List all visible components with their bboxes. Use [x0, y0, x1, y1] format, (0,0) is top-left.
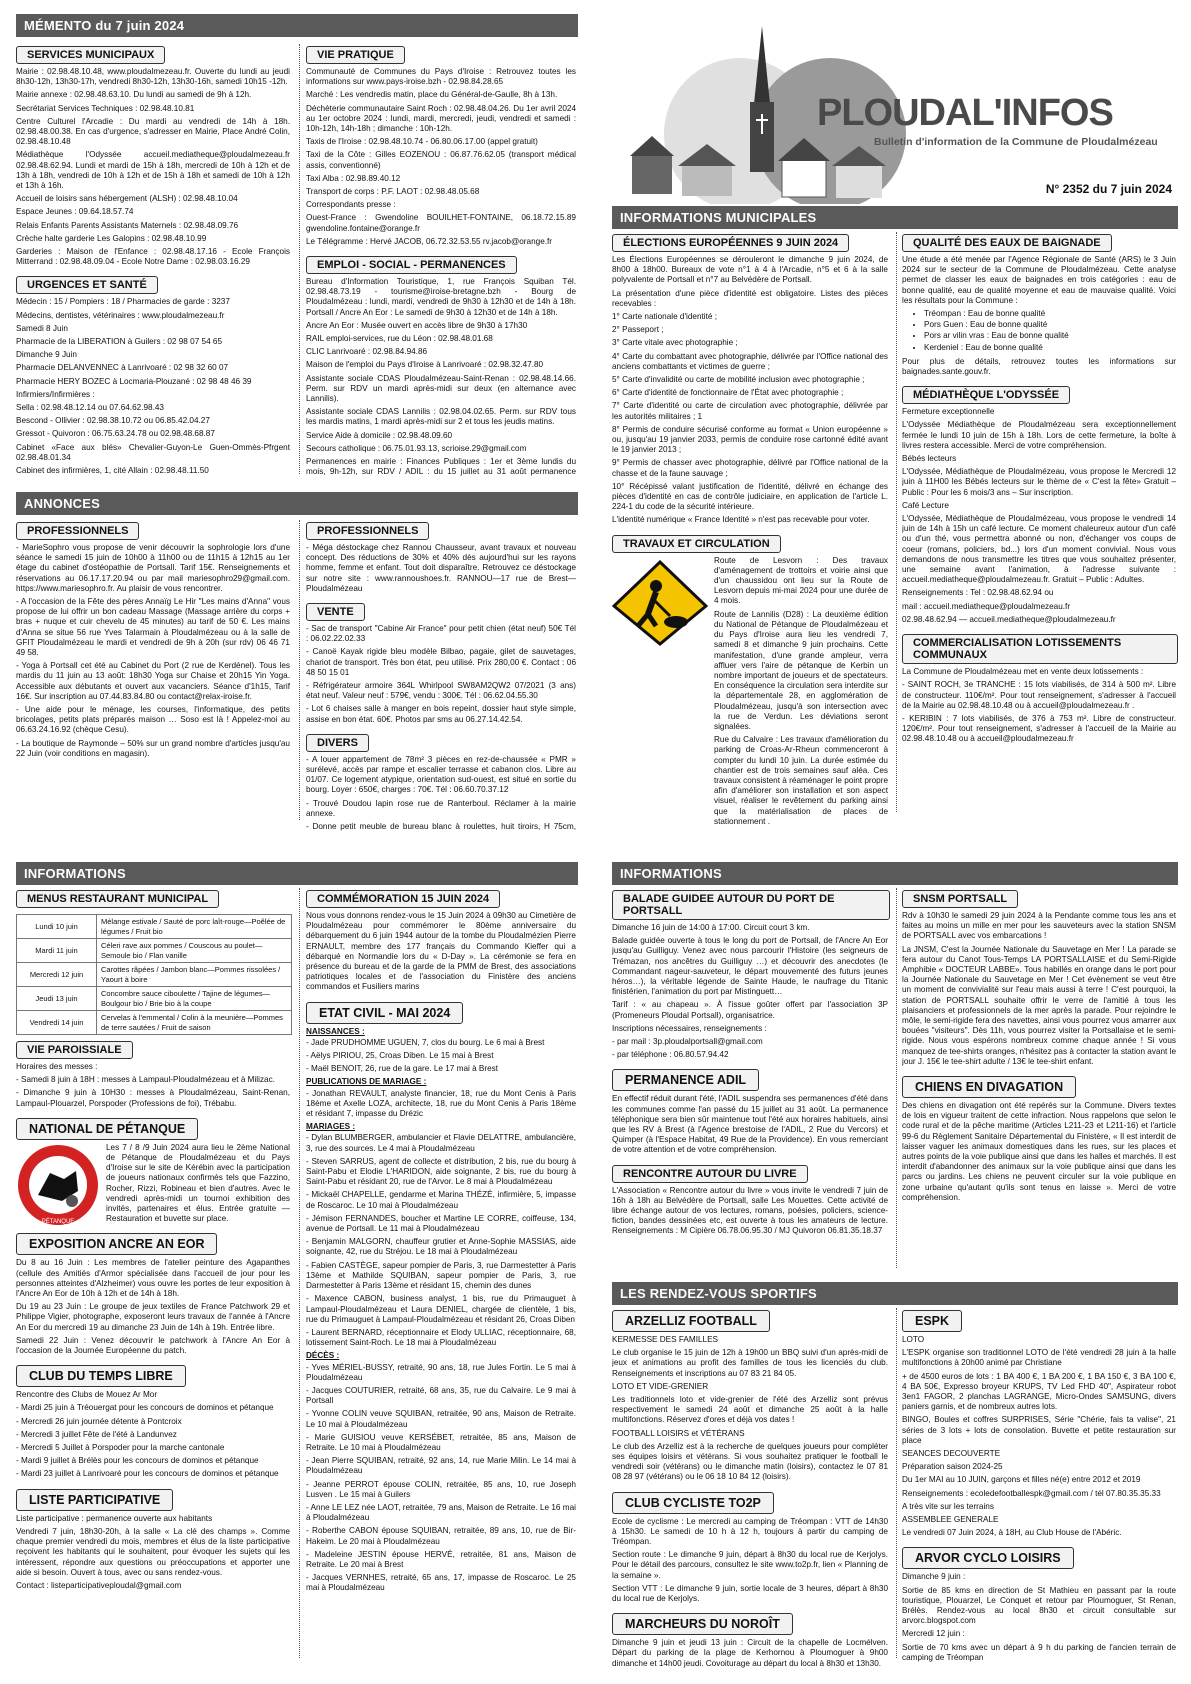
info-muni-title: INFORMATIONS MUNICIPALES: [612, 206, 1178, 229]
text-line: 10° Récépissé valant justification de l'identité, délivré en échange des pièces d'identité en cas de contrôle judiciaire, en application de l'article L. 224-1 du code de la sécurité intérieure.: [612, 481, 888, 512]
petanque-list: [106, 1143, 292, 1228]
urgences-list: [16, 297, 292, 476]
text-line: - Jonathan REVAULT, analyste financier, 18, rue du Mont Cenis à Paris 18ème et Axelle LOZA, architecte, 18, rue du Mont Cenis à Paris 18ème et résidant 7, impasse du Drézic: [306, 1088, 576, 1119]
adil-title: PERMANENCE ADIL: [612, 1069, 759, 1091]
deces-heading: DÉCÈS :: [306, 1351, 340, 1361]
text-line: LOTO ET VIDE-GRENIER: [612, 1381, 709, 1391]
text-line: - Yoga à Portsall cet été au Cabinet du Port (2 rue de Kerdénel). Tous les mardis du 11 juin au 13 août: 18h30 Yoga sur Chaise et 20h15 Yin Yoga. Accessible aux débutants et ouvert aux vacanciers. Séance d'1h15, Tarif 16€. Sur inscription au 07.44.83.84.80 ou contact@relax-iroise.fr.: [16, 661, 290, 701]
text-line: - KERIBIN : 7 lots viabilisés, de 376 à 753 m². Libre de constructeur. 120€/m². Pour tout renseignement, s'adresser à l'accueil de la Mairie au 02.98.48.10.48 ou à accueil@ploudalmezeau.fr: [902, 713, 1176, 744]
text-line: Tarif : « au chapeau ». À l'issue goûter offert par l'association 3P (Promeneurs Ploudal Portsall), organisatrice.: [612, 1000, 888, 1020]
text-line: Section route : Le dimanche 9 juin, départ à 8h30 du local rue de Kerjolys. Pour le détail des parcours, consultez le site www.to2p.fr, lien « Planning de la semaine ».: [612, 1550, 888, 1580]
vente-list: [306, 624, 578, 725]
text-line: - Marie GUISIOU veuve KERSÉBET, retraitée, 85 ans, Maison de Retraite. Le 10 mai à Ploudalmézeau: [306, 1432, 576, 1452]
text-line: Pharmacie HERY BOZEC à Locmaria-Plouzané : 02 98 48 46 39: [16, 376, 252, 386]
text-line: Samedi 22 Juin : Venez découvrir le patchwork à l'Ancre An Eor à l'occasion de la Journée Européenne du patch.: [16, 1335, 290, 1356]
livre-title: RENCONTRE AUTOUR DU LIVRE: [612, 1165, 808, 1183]
text-line: CLIC Lanrivoaré : 02.98.84.94.86: [306, 347, 428, 357]
text-line: Bébés lecteurs: [902, 454, 957, 464]
travaux-list: [714, 556, 890, 830]
text-line: Secours catholique : 06.75.01.93.13, scrioise.29@gmail.com: [306, 443, 527, 453]
text-line: Sella : 02.98.48.12.14 ou 07.64.62.98.43: [16, 403, 164, 413]
emploi-title: EMPLOI - SOCIAL - PERMANENCES: [306, 256, 517, 274]
text-line: En effectif réduit durant l'été, l'ADIL suspendra ses permanences d'été dans les communes comme l'an passé du 15 juillet au 31 août. La permanence téléphonique sera bien sûr maintenue tout l'été aux horaires habituels, ainsi que les RV à Brest (à l'Agence brestoise de l'ADIL, 2 Rue du Vercors) et Quimper (à l'Espace Habitat, 49 Rue de la Providence). En vous remerciant de votre attention et de votre compréhension.: [612, 1094, 888, 1155]
text-line: Balade guidée ouverte à tous le long du port de Portsall, de l'Ancre An Eor jusqu'au Guilliguy. Venez avec nous parcourir l'Histoire (les seigneurs de Trémazan, nos ancêtres du Guilliguy …) et découvrir des anecdotes (le Commandant nageur-sauveteur, le départ mouvementé des futurs jeunes héros…), la véritable légende de Sainte Haude, le naufrage du Titanic finistérien, l'animation du port par Mistinguett…: [612, 936, 888, 997]
menu-table: [16, 914, 292, 1035]
travaux-title: TRAVAUX ET CIRCULATION: [612, 535, 781, 553]
espk-list: [902, 1335, 1178, 1538]
snsm-list: [902, 911, 1178, 1067]
divers-list: [306, 755, 578, 832]
menu-row: [17, 1011, 292, 1035]
text-line: Taxi de la Côte : Gilles EOZENOU : 06.87.76.62.05 (transport médical assis, conventionné): [306, 150, 576, 170]
text-line: 6° Carte d'identité de fonctionnaire de l'État avec photographie ;: [612, 388, 844, 398]
br-left-bottom-column: [612, 1304, 890, 1672]
text-line: - Une aide pour le ménage, les courses, l'informatique, des petits bricolages, petits plats préparés maison … Soso est là ! Appelez-moi au 06.63.24.16.92 (chèque Cesu).: [16, 705, 290, 735]
text-line: Infirmiers/Infirmières :: [16, 389, 95, 399]
br-right-top-column: [902, 884, 1178, 1280]
mariages-heading: MARIAGES :: [306, 1122, 356, 1132]
text-line: Sortie de 85 kms en direction de St Mathieu en passant par la route touristique, Plouarzel, Le Conquet et retour par Ploumoguer, St Renan, Brélès. Rendez-vous au local 8h30 et circuit consultable sur arvorc.blogspot.com: [902, 1585, 1176, 1626]
liste-title: LISTE PARTICIPATIVE: [16, 1489, 173, 1511]
text-line: - MarieSophro vous propose de venir découvrir la sophrologie lors d'une séance le samedi 15 juin de 10h00 à 11h00 ou de 11h15 à 12h15 au 1er étage du cabinet d'ostéopathie de Portsall. Tarif 15€. Renseignements et réservations au 06.17.17.20.94 ou par mail mariesophro29@gmail.com. https://www.mariesophro.fr. Au plaisir de vous rencontrer.: [16, 543, 290, 593]
text-line: Une étude a été menée par l'Agence Régionale de Santé (ARS) le 3 Juin 2024 sur le secteur de la Commune de Ploudalmézeau. Cette analyse permet de classer les eaux de baignades en trois catégories : eau de bonne qualité, eau de qualité moyenne et eau de mauvaise qualité. Voici les résultats pour la Commune :: [902, 255, 1176, 305]
services-title: SERVICES MUNICIPAUX: [16, 46, 165, 64]
text-line: 02.98.48.62.94 — accueil.mediatheque@ploudalmezeau.fr: [902, 614, 1116, 624]
lotissements-list: [902, 667, 1178, 744]
menu-dishes: Céleri rave aux pommes / Couscous au poulet—Semoule bio / Flan vanille: [97, 939, 292, 963]
text-line: Espace Jeunes : 09.64.18.57.74: [16, 207, 134, 217]
annonces-left-column: [16, 516, 292, 832]
text-line: - Maxence CABON, business analyst, 1 bis, rue du Primauguet à Lampaul-Ploudalmézeau et Laura DENIEL, chargée de clientèle, 1 bis, rue du Primauguet à Lampaul-Ploudalmézeau et résidant 26, Croas Diben: [306, 1294, 576, 1324]
qualite-item: • Tréompan : Eau de bonne qualité: [924, 309, 1178, 319]
club-temps-title: CLUB DU TEMPS LIBRE: [16, 1365, 186, 1387]
text-line: Préparation saison 2024-25: [902, 1462, 1003, 1472]
text-line: Dimanche 16 juin de 14:00 à 17:00. Circuit court 3 km.: [612, 923, 810, 932]
naissances-heading: NAISSANCES :: [306, 1026, 365, 1036]
chiens-title: CHIENS EN DIVAGATION: [902, 1076, 1076, 1098]
memento-title: MÉMENTO du 7 juin 2024: [16, 14, 578, 37]
annonces-title: ANNONCES: [16, 492, 578, 515]
text-line: - Mercredi 26 juin journée détente à Pontcroix: [16, 1416, 182, 1426]
front-right-column: [902, 228, 1178, 832]
text-line: - A louer appartement de 78m² 3 pièces en rez-de-chaussée « PMR » surélevé, accès par rampe et escalier terrasse et cabanon clos. Libre au 01/07. Ce logement atypique, orientation sud-ouest, est situé en sortie du bourg. Loyer : 650€, charges : 70€. Tél : 06.60.70.37.12: [306, 754, 576, 795]
qualite-items: [924, 309, 1178, 353]
services-list: [16, 67, 292, 267]
text-line: - Sac de transport "Cabine Air France" pour petit chien (état neuf) 50€ Tél : 06.02.22.02.33: [306, 624, 576, 644]
urgences-title: URGENCES ET SANTÉ: [16, 276, 158, 294]
to2p-title: CLUB CYCLISTE TO2P: [612, 1492, 774, 1514]
info-br-title: INFORMATIONS: [612, 862, 1178, 885]
text-line: FOOTBALL LOISIRS et VÉTÉRANS: [612, 1428, 745, 1438]
adil-list: [612, 1094, 890, 1155]
text-line: L'Odyssée, Médiathèque de Ploudalmézeau, vous propose le Mercredi 12 juin à 11H00 les Bébés lecteurs sur le thème de « C'est la fête» Gratuit – Public : Pour les 6 mois/3 ans – Sur inscription.: [902, 467, 1176, 497]
text-line: Le vendredi 07 Juin 2024, à 18H, au Club House de l'Abéric.: [902, 1528, 1122, 1538]
text-line: - par mail : 3p.ploudalportsall@gmail.com: [612, 1037, 763, 1047]
text-line: Mairie annexe : 02.98.48.63.10. Du lundi au samedi de 9h à 12h.: [16, 90, 252, 100]
text-line: + de 4500 euros de lots : 1 BA 400 €, 1 BA 200 €, 1 BA 150 €, 3 BA 100 €, 4 BA 50€, Expresso broyeur KRUPS, TV Led FHD 40", Aspirateur robot 3en1 FAGOR, 2 planchas LAGRANGE, Micro-Ondes SAMSUNG, divers paniers garnis, et de nombreux autres lots.: [902, 1371, 1176, 1412]
text-line: Assistante sociale CDAS Ploudalmézeau-Saint-Renan : 02.98.48.14.66. Perm. sur RDV un mardi après-midi sur deux (en alternance avec Lannilis).: [306, 373, 576, 404]
bl-left-column: [16, 884, 292, 1672]
text-line: SEANCES DECOUVERTE: [902, 1449, 1001, 1459]
front-quadrant: [612, 14, 1178, 832]
text-line: Service Aide à domicile : 02.98.48.09.60: [306, 430, 453, 440]
brand-logo: PLOUDAL'INFOS: [817, 92, 1113, 134]
text-line: Cabinet «Face aux blés» Chevalier-Guyon-Le Guen-Ommès-Pfrgent 02.98.48.01.34: [16, 442, 290, 462]
brand-subtitle: Bulletin d'information de la Commune de Ploudalmézeau: [874, 136, 1158, 148]
text-line: L'Odyssée Médiathèque de Ploudalmézeau sera exceptionnellement fermée le lundi 10 juin de 15h à 18h. Lors de cette fermeture, la boîte à livres restera accessible. Merci de votre compréhension.: [902, 420, 1176, 450]
text-line: Les traditionnels loto et vide-grenier de l'été des Arzelliz sont prévus respectivement le samedi 24 août et dimanche 25 août à la halle multifonctions. Réservez d'ores et déjà vos dates !: [612, 1395, 888, 1425]
qualite-intro: [902, 255, 1178, 306]
divers-title: DIVERS: [306, 734, 369, 752]
snsm-title: SNSM PORTSALL: [902, 890, 1018, 908]
vie-paroissiale-title: VIE PAROISSIALE: [16, 1041, 133, 1059]
menu-day: Mardi 11 juin: [17, 939, 97, 963]
petanque-logo-text: PÉTANQUE: [41, 1218, 75, 1225]
text-line: Secrétariat Services Techniques : 02.98.48.10.81: [16, 103, 195, 113]
text-line: Inscriptions nécessaires, renseignements :: [612, 1023, 767, 1033]
text-line: L'ESPK organise son traditionnel LOTO de l'été vendredi 28 juin à la halle multifonctions à 20h00 animé par Christiane: [902, 1348, 1176, 1368]
exposition-list: [16, 1258, 292, 1356]
text-line: - Jacques VERNHES, retraité, 65 ans, 17, impasse de Roscaroc. Le 25 mai à Ploudalmézeau: [306, 1573, 576, 1593]
text-line: Rue du Calvaire : Les travaux d'amélioration du parking de Croas-Ar-Rheun commenceront à compter du lundi 10 juin. La durée estimée du chantier est de trois semaines sauf aléa. Ces travaux consistent à réaménager le point propre afin d'améliorer son installation et son aspect visuel, réaliser le revêtement du parking ainsi que la matérialisation de places de stationnement .: [714, 735, 888, 826]
text-line: Café Lecture: [902, 500, 949, 510]
professionnels-list: [16, 543, 292, 759]
text-line: Rdv à 10h30 le samedi 29 juin 2024 à la Pendante comme tous les ans et faites au moins un mille en mer pour les sauveteurs avec la station SNSM de PORTSALL avec vos embarcations !: [902, 911, 1176, 941]
text-line: Gressot - Quivoron : 06.75.63.24.78 ou 02.98.48.68.87: [16, 429, 215, 439]
info-bl-title: INFORMATIONS: [16, 862, 578, 885]
memento-quadrant: [16, 14, 578, 832]
text-line: Bescond - Ollivier : 02.98.38.10.72 ou 06.85.42.04.27: [16, 416, 210, 426]
text-line: - La boutique de Raymonde – 50% sur un grand nombre d'articles jusqu'au 22 Juin (voir conditions en magasin).: [16, 738, 290, 758]
text-line: Vendredi 7 juin, 18h30-20h, à la salle « La clé des champs ». Comme chaque premier vendredi du mois, membres et élus de la liste participative reçoivent les habitants qui le souhaitent, pour évoquer les sujets qui les intéressent, répondre aux questions ou préoccupations et apporter une aide si besoin. Ouvert à tous, avec ou sans rendez-vous.: [16, 1526, 290, 1577]
text-line: - Jacques COUTURIER, retraité, 68 ans, 35, rue du Calvaire. Le 9 mai à Portsall: [306, 1385, 576, 1406]
text-line: L'identité numérique « France Identité » n'est pas recevable pour voter.: [612, 515, 870, 525]
deces-list: [306, 1363, 578, 1594]
menu-day: Lundi 10 juin: [17, 915, 97, 939]
text-line: 4° Carte du combattant avec photographie, délivrée par l'Office national des anciens combattants et victimes de guerre ;: [612, 351, 888, 371]
text-line: Du 8 au 16 Juin : Les membres de l'atelier peinture des Agapanthes (cellule des Amitiés d'Armor spécialisée dans l'accueil de jour pour les personnes atteintes d'Alzheimer) vous ouvre les portes de leur exposition à l'Ancre An Eor de 10h à 12h et de 14h à 18h.: [16, 1258, 290, 1299]
text-line: Fermeture exceptionnelle: [902, 407, 995, 417]
text-line: Accueil de loisirs sans hébergement (ALSH) : 02.98.48.10.04: [16, 194, 238, 204]
bottom-left-quadrant: [16, 862, 578, 1672]
text-line: Garderies : Maison de l'Enfance : 02.98.48.17.16 - Ecole François Mitterrand : 02.98.48.09.04 - Ecole Notre Dame : 02.98.03.16.29: [16, 247, 290, 267]
text-line: - Anne LE LEZ née LAOT, retraitée, 79 ans, Maison de Retraite. Le 16 mai à Ploudalmézeau: [306, 1502, 576, 1523]
arvor-list: [902, 1572, 1178, 1663]
text-line: Route de Lesvorn : Des travaux d'aménagement de trottoirs et voirie ainsi que d'un chaussidou ont lieu sur la Route de Lesvorn depuis mi-mai 2024 pour une durée de 4 mois.: [714, 555, 888, 606]
text-line: Maison de l'emploi du Pays d'Iroise à Lanrivoaré : 02.98.32.47.80: [306, 360, 544, 370]
text-line: Des chiens en divagation ont été repérés sur la Commune. Divers textes de lois en vigueur traitent de cette infraction. Nous rappelons que selon le code rural et de la pêche maritime (Articles L211-23 et L211-16) et l'article 99-6 du Règlement Sanitaire Départemental du Finistère, « Il est interdit de laisser vaguer les animaux domestiques dans les rues, sur les places et autres points de la voie publique ainsi que dans les halles et marchés. Il est interdit d'abandonner des animaux sur la voie publique ainsi que dans les parcs ou jardins. Les chiens ne peuvent circuler sur la voie publique en zone urbaine qu'autant qu'ils sont tenus en laisse ». Merci de votre compréhension.: [902, 1101, 1176, 1202]
text-line: Les 7 / 8 /9 Juin 2024 aura lieu le 2ème National de Pétanque de Ploudalmézeau et du Pays d'Iroise sur le site de Kérébin avec la participation de joueurs nationaux confirmés tels que Fazzino, Rocher, Rizzi, Robineau et bien d'autres. Avec le vendredi après-midi un tournoi exhibition des invités, partenaires et élus. Entrée gratuite — Restauration et buvette sur place.: [106, 1142, 290, 1224]
text-line: KERMESSE DES FAMILLES: [612, 1335, 719, 1344]
text-line: Taxis de l'Iroise : 02.98.48.10.74 - 06.80.06.17.00 (appel gratuit): [306, 137, 538, 147]
balade-list: [612, 923, 890, 1060]
qualite-item: • Pors Guen : Eau de bonne qualité: [924, 320, 1178, 330]
text-line: Le club organise le 15 juin de 12h à 19h00 un BBQ suivi d'un après-midi de jeux et animations au profit des familles de tous les licenciés du club. Renseignements et inscriptions au 07 83 21 84 05.: [612, 1348, 888, 1378]
arvor-title: ARVOR CYCLO LOISIRS: [902, 1547, 1074, 1569]
menu-row: [17, 963, 292, 987]
text-line: Renseignements : Tel : 02.98.48.62.94 ou: [902, 588, 1054, 598]
text-line: - Mardi 9 juillet à Brélès pour les concours de dominos et pétanque: [16, 1456, 259, 1466]
text-line: Samedi 8 Juin: [16, 323, 68, 333]
menu-day: Mercredi 12 juin: [17, 963, 97, 987]
text-line: Du 1er MAI au 10 JUIN, garçons et filles né(e) entre 2012 et 2019: [902, 1475, 1141, 1485]
text-line: Médecins, dentistes, vétérinaires : www.ploudalmezeau.fr: [16, 310, 225, 320]
text-line: Renseignements : ecoledefootballespk@gmail.com / tél 07.80.35.35.33: [902, 1488, 1161, 1498]
text-line: Pharmacie de la LIBERATION à Guilers : 02 98 07 54 65: [16, 337, 223, 347]
text-line: 2° Passeport ;: [612, 325, 664, 335]
text-line: - Dimanche 9 juin à 10H30 : messes à Ploudalmézeau, Saint-Renan, Lampaul-Plouarzel, Porspoder (Professions de foi), Trébabu.: [16, 1088, 290, 1108]
text-line: 5° Carte d'invalidité ou carte de mobilité inclusion avec photographie ;: [612, 375, 865, 385]
text-line: Pharmacie DELANVENNEC à Lanrivoaré : 02 98 32 60 07: [16, 363, 229, 373]
arzelliz-list: [612, 1335, 890, 1483]
exposition-title: EXPOSITION ANCRE AN EOR: [16, 1233, 217, 1255]
livre-list: [612, 1186, 890, 1237]
text-line: Dimanche 9 juin :: [902, 1572, 966, 1582]
annonces-right-column: [306, 516, 578, 832]
text-line: - Jeanne PERROT épouse COLIN, retraitée, 85 ans, 10, rue Joseph Lusven . Le 15 mai à Guilers: [306, 1479, 576, 1499]
text-line: - Maël BENOIT, 26, rue de la gare. Le 17 mai à Brest: [306, 1064, 499, 1074]
text-line: - Laurent BERNARD, réceptionnaire et Elody ULLIAC, réceptionnaire, 68, lotissement Saint-Roch. Le 18 mai à Ploudalmézeau: [306, 1327, 576, 1348]
text-line: Mercredi 12 juin :: [902, 1629, 965, 1639]
text-line: Les Élections Européennes se dérouleront le dimanche 9 juin 2024, de 8h00 à 18h00. Bureaux de vote n°1 à 4 à l'Arcadie, n°5 et 6 à la salle polyvalente de Portsall et n°7 au Belvédère de Portsall.: [612, 255, 888, 285]
text-line: Cabinet des infirmières, 1, cité Allain : 02.98.48.11.50: [16, 466, 209, 476]
text-line: Taxi Alba : 02.98.89.40.12: [306, 173, 401, 183]
to2p-list: [612, 1517, 890, 1605]
menu-dishes: Cervelas à l'emmental / Colin à la meunière—Pommes de terre sautées / Fruit de saison: [97, 1011, 292, 1035]
text-line: - Canoë Kayak rigide bleu modèle Bilbao, pagaie, gilet de sauvetages, chariot de transport. Très bon état, peu utilisé. Prix 280,00 €. Contact : 06 48 50 15 01: [306, 647, 576, 677]
menu-dishes: Mélange estivale / Sauté de porc laît-rouge—Poêlée de légumes / Fruit bio: [97, 915, 292, 939]
sportifs-title: LES RENDEZ-VOUS SPORTIFS: [612, 1282, 1178, 1305]
publications-list: [306, 1089, 578, 1120]
text-line: Ancre An Eor : Musée ouvert en accès libre de 9h30 à 17h30: [306, 320, 528, 330]
text-line: - Méga déstockage chez Rannou Chausseur, avant travaux et nouveau concept. Des réductions de 30% et 40% dès aujourd'hui sur les rayons homme, femme et enfant. Tout doit disparaître. Retrouvez ce déstockage sur notre site : www.rannoushoes.fr. RANNOU—17 rue de Brest—Ploudalmézeau: [306, 543, 576, 593]
text-line: - Mickaël CHAPELLE, gendarme et Marina THÉZÉ, infirmière, 5, impasse de Roscaroc. Le 10 mai à Ploudalmézeau: [306, 1190, 576, 1210]
roadwork-sign-icon: [612, 560, 708, 646]
text-line: Assistante sociale CDAS Lannilis : 02.98.04.02.65. Perm. sur RDV tous les mardis matins, 1 mardi après-midi sur 2 et tous les jeudis matins.: [306, 407, 576, 427]
text-line: 8° Permis de conduire sécurisé conforme au format « Union européenne » ou, jusqu'au 19 janvier 2033, permis de conduire rose cartonné édité avant le 19 janvier 2013 ;: [612, 424, 888, 455]
vente-title: VENTE: [306, 603, 365, 621]
text-line: Mairie : 02.98.48.10.48, www.ploudalmezeau.fr. Ouverte du lundi au jeudi 8h30-12h, 13h30-17h, vendredi 8h30-12h, 13h30-16h, samedi 10h15 -12h.: [16, 67, 290, 87]
text-line: La présentation d'une pièce d'identité est obligatoire. Listes des pièces recevables :: [612, 288, 888, 308]
text-line: - Trouvé Doudou lapin rose rue de Ranterboul. Réclamer à la mairie annexe.: [306, 798, 576, 818]
bottom-right-quadrant: [612, 862, 1178, 1672]
text-line: - Donne petit meuble de bureau blanc à roulettes, huit tiroirs, H 75cm,: [306, 822, 576, 832]
menu-dishes: Carottes râpées / Jambon blanc—Pommes rissolées / Yaourt à boire: [97, 963, 292, 987]
text-line: - Roberthe CABON épouse SQUIBAN, retraitée, 89 ans, 10, rue de Bir-Hakeim. Le 20 mai à Ploudalmézeau: [306, 1526, 576, 1546]
text-line: Dimanche 9 Juin: [16, 350, 77, 360]
text-line: - Lot 6 chaises salle à manger en bois repeint, dossier haut style simple, assise en bon état. 60€. Photos par sms au 06.27.14.42.54.: [306, 704, 576, 724]
text-line: ASSEMBLEE GENERALE: [902, 1515, 999, 1525]
qualite-item: • Kerdeniel : Eau de bonne qualité: [924, 343, 1178, 353]
text-line: - Aëlys PIRIOU, 25, Croas Diben. Le 15 mai à Brest: [306, 1051, 494, 1061]
menu-day: Vendredi 14 juin: [17, 1011, 97, 1035]
text-line: Médecin : 15 / Pompiers : 18 / Pharmacies de garde : 3237: [16, 297, 230, 307]
text-line: L'Odyssée, Médiathèque de Ploudalmézeau, vous propose le vendredi 14 juin de 14h à 15h un café lecture. Ce moment chaleureux autour d'un café ou d'un thé, vous permettra abonné ou non, d'échanger vos coups de coeur (romans, policiers, bd...) lors d'un moment convivial. Nous vous demandons de nous transmettre les titres que vous souhaitez présenter, une semaine avant l'animation, à l'adresse suivante : accueil.mediatheque@ploudalmezeau.fr. Gratuit – Public : Adultes.: [902, 514, 1176, 585]
text-line: - Yves MÉRIEL-BUSSY, retraité, 90 ans, 18, rue Jules Fortin. Le 5 mai à Ploudalmézeau: [306, 1362, 576, 1382]
text-line: Marché : Les vendredis matin, place du Général-de-Gaulle, 8h à 13h.: [306, 90, 558, 100]
professionnels-2-title: PROFESSIONNELS: [306, 522, 429, 540]
text-line: BINGO, Boules et coffres SURPRISES, Série "Chérie, fais ta valise", 21 séries de 3 lots + lots de consolation. Buvette et petite restauration sur place: [902, 1415, 1176, 1445]
text-line: L'Association « Rencontre autour du livre » vous invite le vendredi 7 juin de 16h à 18h au Belvédère de Portsall, salle Les Mouettes. Cette activité de libre échange autour de vos lectures, romans, poésies, policiers, science-fiction, bandes dessinées etc, est ouverte à tous les amateurs de lecture. Renseignements : M Cipière 06.78.06.95.30 / MJ Quivoron 06.81.35.18.37: [612, 1185, 888, 1236]
liste-list: [16, 1514, 292, 1591]
text-line: Contact : listeparticipativeploudal@gmail.com: [16, 1580, 182, 1590]
text-line: Ouest-France : Gwendoline BOUILHET-FONTAINE, 06.18.72.15.89 gwendoline.fontaine@orange.fr: [306, 213, 576, 233]
menu-row: [17, 915, 292, 939]
text-line: - Mardi 25 juin à Tréouergat pour les concours de dominos et pétanque: [16, 1403, 274, 1413]
memento-left-column: [16, 40, 292, 476]
text-line: RAIL emploi-services, rue du Léon : 02.98.48.01.68: [306, 334, 493, 344]
elections-list: [612, 255, 890, 526]
text-line: Section VTT : Le dimanche 9 juin, sortie locale de 3 heures, départ à 8h30 du local rue de Kerjolys.: [612, 1583, 888, 1604]
text-line: - SAINT ROCH, 3e TRANCHE : 15 lots viabilisés, de 314 à 500 m². Libre de constructeur. 110€/m². Pour tout renseignement, s'adresser à l'accueil de la Mairie au 02.98.48.10.48 ou à accueil@ploudalmezeau.fr .: [902, 680, 1176, 710]
petanque-title: NATIONAL DE PÉTANQUE: [16, 1118, 198, 1140]
text-line: Transport de corps : P.F. LAOT : 02.98.48.05.68: [306, 187, 480, 197]
bl-right-column: [306, 884, 578, 1672]
mediatheque-list: [902, 407, 1178, 625]
commemoration-list: [306, 911, 578, 993]
arzelliz-title: ARZELLIZ FOOTBALL: [612, 1310, 770, 1332]
text-line: Correspondants presse :: [306, 200, 396, 210]
br-left-top-column: [612, 884, 890, 1280]
text-line: - Yvonne COLIN veuve SQUIBAN, retraitée, 90 ans, Maison de Retraite. Le 10 mai à Ploudalmézeau: [306, 1409, 576, 1429]
lotissements-title: COMMERCIALISATION LOTISSEMENTS COMMUNAUX: [902, 634, 1178, 664]
text-line: Rencontre des Clubs de Mouez Ar Mor: [16, 1390, 158, 1400]
menu-row: [17, 939, 292, 963]
text-line: - Samedi 8 juin à 18H : messes à Lampaul-Ploudalmézeau et à Milizac.: [16, 1075, 275, 1085]
vie-pratique-title: VIE PRATIQUE: [306, 46, 405, 64]
text-line: 7° Carte d'identité ou carte de circulation avec photographie, délivrée par les autorités militaires ; 1: [612, 401, 888, 421]
balade-title: BALADE GUIDEE AUTOUR DU PORT DE PORTSALL: [612, 890, 890, 920]
club-temps-list: [16, 1390, 292, 1479]
text-line: Route de Lannilis (D28) : La deuxième édition du National de Pétanque de Ploudalmézeau et du Pays d'Iroise aura lieu les vendredi 7, samedi 8 et dimanche 9 juin prochains. Cette manifestation, d'une grande ampleur, verra affluer vers l'aire de pétanque de Kerbin un nombre important de joueurs et de spectateurs. En conséquence la circulation sera interdite sur la départementale 28, en agglomération de Ploudalmézeau, jusqu'à son intersection avec la rue de Verdun. Les déviations seront signalées.: [714, 609, 888, 731]
etat-civil-title: ETAT CIVIL - MAI 2024: [306, 1002, 463, 1024]
vie-pratique-list: [306, 67, 578, 247]
text-line: - A l'occasion de la Fête des pères Annaïg Le Hir "Les mains d'Anna" vous propose de lui offrir un bon cadeau Massage (Massage arrière du corps + bras + nuque et cuir chevelu de 45 minutes) au tarif de 50 €. Les mains d'Anna se situe 56 rue Yves Talarmain à Ploudalmézeau ou à la salle de GFIT Ploudalmézeau le mardi et vendredi de 9h à 20h (sur rdv) 06 46 71 49 58.: [16, 597, 290, 658]
vie-paroissiale-list: [16, 1062, 292, 1109]
qualite-after: Pour plus de détails, retrouvez toutes les informations sur baignades.sante.gouv.fr.: [902, 356, 1176, 377]
text-line: La JNSM, C'est la Journée Nationale du Sauvetage en Mer ! La parade se fera autour du Canot Tous-Temps LA PORTSALLAISE et du Semi-Rigide Amphibie « DOCTEUR LABBE». Tous habillés en orange dans le port pour la Journée Nationale du Sauvetage en Mer ! Cet évènement se veut être un moment de convivialité sur l'eau mais aussi à terre ! C'est pourquoi, la station de PORTSALL souhaite offrir le verre de l'amitié à tous les plaisanciers et professionnels de la mer après la parade. Pour rejoindre le môle, le semi-rigide fera des navettes, ainsi vous pourrez vous amarrer aux bouées "visiteurs". Dès 11h, vous pourrez visiter la Portsallaise et le semi-rigide. Nous vous espérons nombreux comme chaque année ! Si vous manquez de tee-shirts oranges, n'hésitez pas à contacter la station avant le jour J. 15€ le tee-shirt adulte / 13€ le tee-shirt enfant.: [902, 944, 1176, 1066]
text-line: 9° Permis de chasser avec photographie, délivré par l'Office national de la chasse et de la faune sauvage ;: [612, 458, 888, 478]
text-line: Relais Enfants Parents Assistants Maternels : 02.98.48.09.76: [16, 220, 239, 230]
text-line: Crèche halte garderie Les Galopins : 02.98.48.10.99: [16, 233, 207, 243]
text-line: - par téléphone : 06.80.57.94.42: [612, 1050, 729, 1060]
text-line: A très vite sur les terrains: [902, 1501, 994, 1511]
text-line: - Dylan BLUMBERGER, ambulancier et Flavie DELATTRE, ambulancière, 3, rue des sources. Le 4 mai à Ploudalmézeau: [306, 1133, 576, 1153]
text-line: - Madeleine JESTIN épouse HERVÉ, retraitée, 81 ans, Maison de Retraite. Le 20 mai à Brest: [306, 1549, 576, 1569]
text-line: Sortie de 70 kms avec un départ à 9 h du parking de l'ancien terrain de camping de Tréompan: [902, 1642, 1176, 1662]
text-line: Médiathèque l'Odyssée accueil.mediatheque@ploudalmezeau.fr 02.98.48.62.94. Lundi et mardi de 15h à 18h, mercredi de 10h à 12h et de 13h à 18h, vendredi de 10h à 12h et de 15h à 18h et samedi de 10h à 12h et 13h à 16h.: [16, 150, 290, 191]
qualite-title: QUALITÉ DES EAUX DE BAIGNADE: [902, 234, 1112, 252]
text-line: - Réfrigérateur armoire 364L Whirlpool SW8AM2QW2 07/2021 (3 ans) état neuf. Valeur neuf : 579€, vendu : 300€. Tél : 06.62.04.55.30: [306, 681, 576, 701]
front-left-column: [612, 228, 890, 832]
text-line: Le Télégramme : Hervé JACOB, 06.72.32.53.55 rv.jacob@orange.fr: [306, 236, 553, 246]
text-line: Le club des Arzelliz est à la recherche de quelques joueurs pour compléter ses équipes loisirs et vétérans. Si vous souhaitez pratiquer le football le vendredi soir (vétérans) ou le dimanche matin (loisirs), contactez le 07 81 08 28 97 (vétérans) ou le 06 18 10 84 12 (loisirs).: [612, 1441, 888, 1482]
commemoration-title: COMMÉMORATION 15 JUIN 2024: [306, 890, 500, 908]
text-line: - Mercredi 3 juillet Fête de l'été à Landunvez: [16, 1429, 177, 1439]
mariages-list: [306, 1133, 578, 1348]
text-line: 3° Carte vitale avec photographie ;: [612, 338, 738, 348]
issue-number: N° 2352 du 7 juin 2024: [1045, 182, 1172, 196]
text-line: mail : accueil.mediatheque@ploudalmezeau.fr: [902, 601, 1071, 611]
text-line: Déchèterie communautaire Saint Roch : 02.98.48.04.26. Du 1er avril 2024 au 1er octobre 2024 : lundi, mardi, mercredi, jeudi, vendredi et samedi : 10h-12h, 14h-18h ; dimanche : 10h-12h.: [306, 103, 576, 134]
text-line: Dimanche 9 juin et jeudi 13 juin : Circuit de la chapelle de Locmélven. Départ du parking de la plage de Kerhornou à Ploumoguer à 9h00 dimanche et 14h00 jeudi. Covoiturage au départ du local à 8h30 et 13h30.: [612, 1638, 888, 1668]
text-line: Horaires des messes :: [16, 1062, 98, 1071]
text-line: Bureau d'Information Touristique, 1, rue François Squiban Tél. 02.98.48.73.19 - tourisme@iroise-bretagne.bzh - Bourg de Ploudalmézeau : lundi, mardi, vendredi de 9h30 à 12h30 et de 14h à 18h. Portsall / Ancre An Eor : Le samedi de 9h30 à 12h30 et de 14h à 18h.: [306, 277, 576, 317]
text-line: Communauté de Communes du Pays d'Iroise : Retrouvez toutes les informations sur www.pays-iroise.bzh - 02.98.84.28.65: [306, 67, 576, 87]
noroit-list: [612, 1638, 890, 1669]
text-line: - Fabien CASTÈGE, sapeur pompier de Paris, 3, rue Darmestetter à Paris 13ème et Mathilde SQUIBAN, sapeur pompier de Paris, 3, rue Darmestetter à Paris 13ème et résidant 15, chemin des dunes: [306, 1260, 576, 1291]
espk-title: ESPK: [902, 1310, 962, 1332]
text-line: - Jémison FERNANDES, boucher et Martine LE CORRE, coiffeuse, 134, avenue de Portsall. Le 11 mai à Ploudalmézeau: [306, 1213, 576, 1234]
elections-title: ÉLECTIONS EUROPÉENNES 9 JUIN 2024: [612, 234, 849, 252]
mediatheque-title: MÉDIATHÈQUE L'ODYSSÉE: [902, 386, 1070, 404]
professionnels-2-list: [306, 543, 578, 594]
professionnels-title: PROFESSIONNELS: [16, 522, 139, 540]
text-line: Du 19 au 23 Juin : Le groupe de jeux textiles de France Patchwork 29 et Philippe Vigier, photographe, exposeront leurs travaux de l'année à l'Ancre An Eor du mercredi 19 au dimanche 23 Juin de 14h à 19h. Entrée libre.: [16, 1302, 290, 1332]
naissances-list: [306, 1038, 578, 1075]
menu-dishes: Concombre sauce ciboulette / Tajine de légumes—Boulgour bio / Brie bio à la coupe: [97, 987, 292, 1011]
text-line: - Mardi 23 juillet à Lanrivoaré pour les concours de dominos et pétanque: [16, 1469, 279, 1479]
masthead: [612, 14, 1178, 204]
text-line: Centre Culturel l'Arcadie : Du mardi au vendredi de 14h à 18h. 02.98.48.00.38. En cas d'urgence, s'adresser en Mairie, Place André Colin, 02.98.48.10.48: [16, 116, 290, 147]
text-line: La Commune de Ploudalmézeau met en vente deux lotissements :: [902, 667, 1144, 677]
menu-row: [17, 987, 292, 1011]
text-line: - Steven SARRUS, agent de collecte et distribution, 2 bis, rue du bourg à Saint-Pabu et Elodie L'HARIDON, aide soignante, 2 bis, rue du bourg à Saint-Pabu et résidant 20, rue de l'Arvor. Le 8 mai à Ploudalmézeau: [306, 1156, 576, 1187]
text-line: - Jean Pierre SQUIBAN, retraité, 92 ans, 14, rue Marie Milin. Le 14 mai à Ploudalmézeau: [306, 1456, 576, 1476]
br-right-bottom-column: [902, 1304, 1178, 1672]
text-line: - Benjamin MALGORN, chauffeur grutier et Anne-Sophie MASSIAS, aide soignante, 42, rue du Stréjou. Le 18 mai à Ploudalmézeau: [306, 1237, 576, 1257]
publications-heading: PUBLICATIONS DE MARIAGE :: [306, 1077, 427, 1087]
text-line: Liste participative : permanence ouverte aux habitants: [16, 1513, 213, 1523]
emploi-list: [306, 277, 578, 476]
text-line: Ecole de cyclisme : Le mercredi au camping de Tréompan : VTT de 14h30 à 15h30. Le samedi de 10 h à 12 h, toujours à partir du camping de Tréompan.: [612, 1516, 888, 1547]
petanque-logo-icon: [16, 1143, 100, 1227]
noroit-title: MARCHEURS DU NOROÎT: [612, 1613, 793, 1635]
chiens-list: [902, 1101, 1178, 1203]
qualite-item: • Pors ar vilin vras : Eau de bonne qualité: [924, 331, 1178, 341]
menus-title: MENUS RESTAURANT MUNICIPAL: [16, 890, 219, 908]
text-line: - Mercredi 5 Juillet à Porspoder pour la marche cantonale: [16, 1443, 225, 1453]
menu-day: Jeudi 13 juin: [17, 987, 97, 1011]
memento-right-column: [306, 40, 578, 476]
text-line: - Jade PRUDHOMME UGUEN, 7, clos du bourg. Le 6 mai à Brest: [306, 1037, 545, 1047]
text-line: Permanences en mairie : Finances Publiques : 1er et 3ème lundis du mois, 9h-12h, sur RDV / ADIL : du 15 juillet au 31 août permanence: [306, 457, 576, 476]
text-line: LOTO: [902, 1335, 925, 1344]
text-line: 1° Carte nationale d'identité ;: [612, 312, 717, 322]
text-line: Nous vous donnons rendez-vous le 15 Juin 2024 à 09h30 au Cimetière de Ploudalmézeau pour commémorer le 80ème anniversaire du débarquement du 6 juin 1944 autour de la tombe du Ploudalmézien Pierre ERNAULT, membre des 177 français du Commando Kieffer qui a débarqué en Normandie lors du « D-Day ». La cérémonie se fera en présence du bureau et de la garde de la PMM de Brest, des associations patriotiques locales et de l'association du Finistère des anciens commandos et Fusiliers marins: [306, 911, 576, 992]
